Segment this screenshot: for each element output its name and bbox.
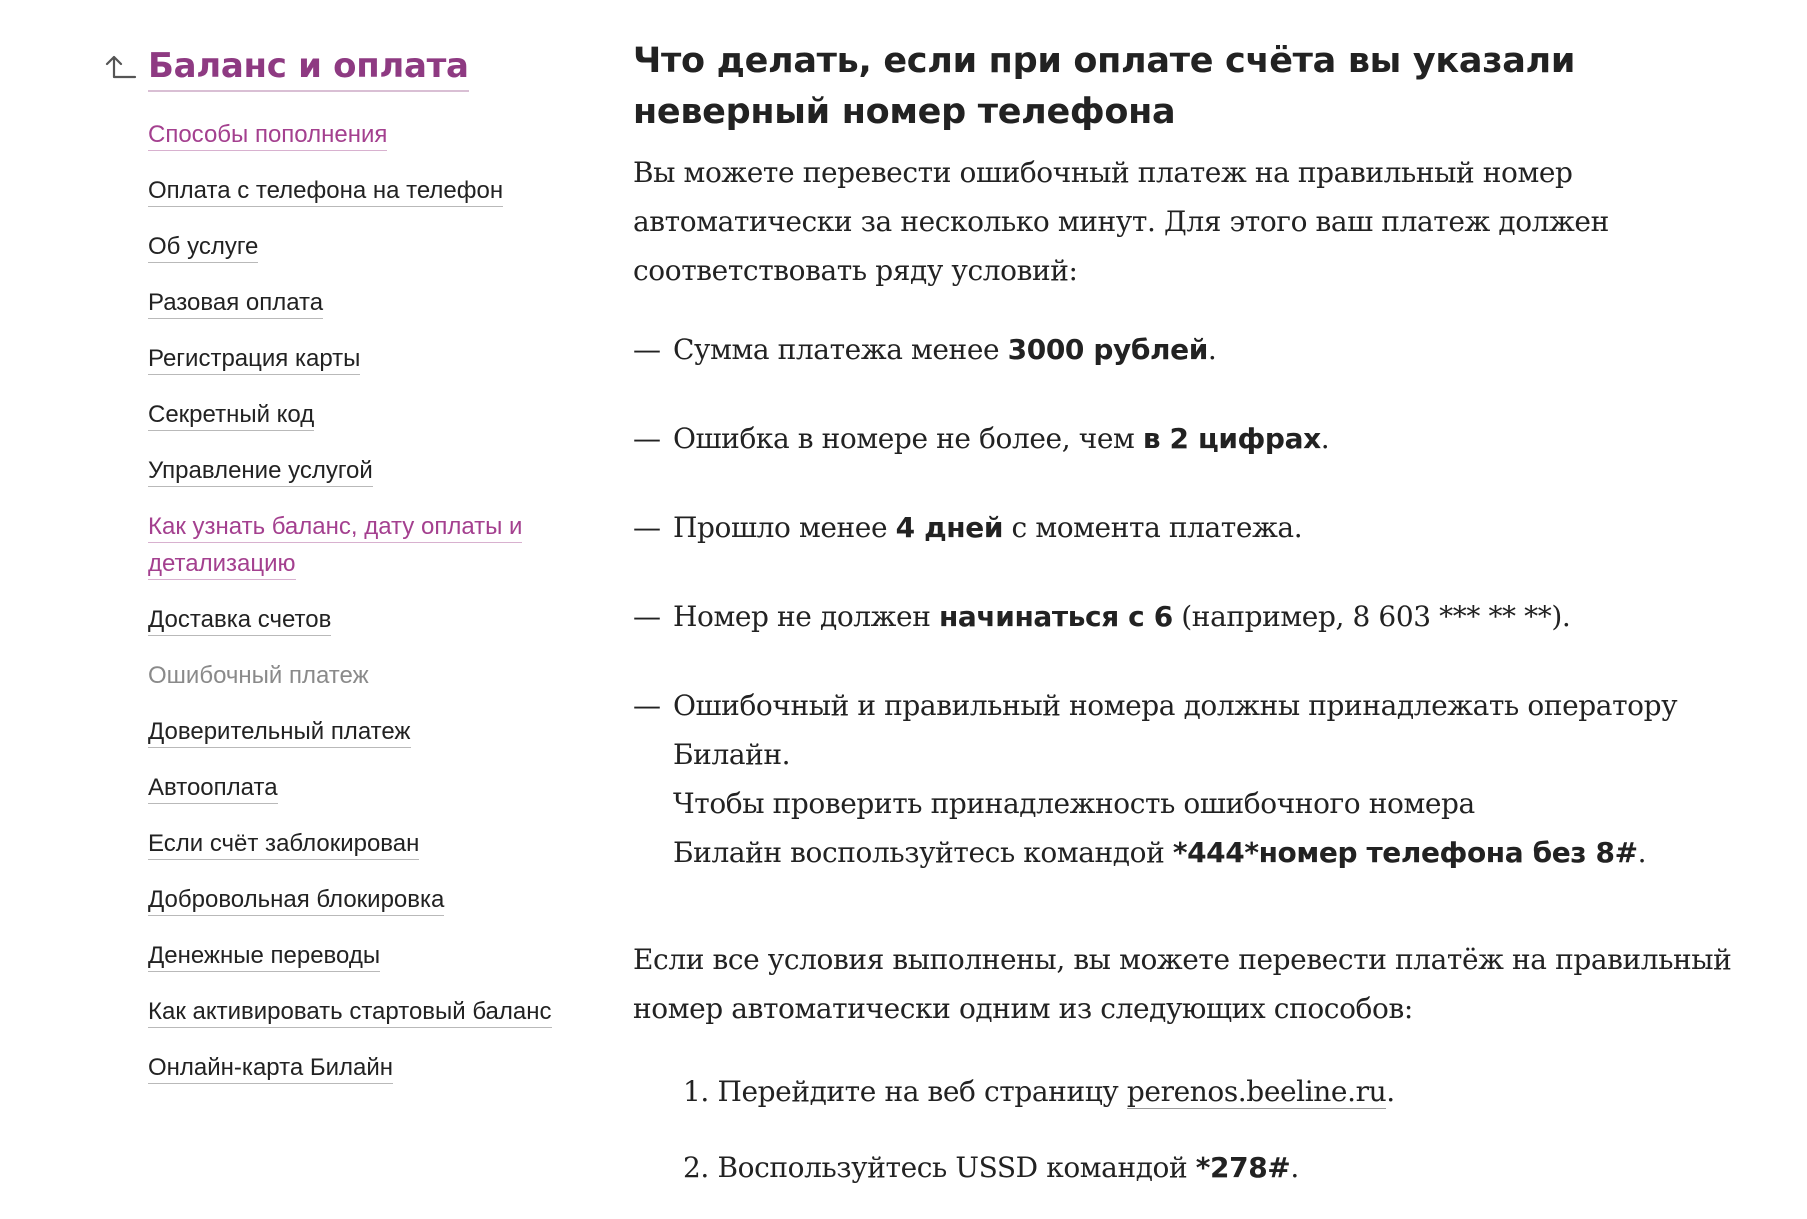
perenos-link[interactable]: perenos.beeline.ru [1126,1075,1387,1108]
method-item [683,1067,1743,1116]
condition-highlight: начинаться с 6 [938,600,1173,633]
conditions-list [633,325,1743,877]
sidebar-item-service-management [148,452,618,489]
sidebar-item-money-transfers [148,937,618,974]
sidebar-item-autopayment [148,769,618,806]
sidebar-link-bill-delivery[interactable]: Доставка счетов [148,606,331,636]
ussd-transfer-command: *278# [1195,1151,1291,1184]
condition-item [633,325,1743,374]
sidebar-item-starter-balance [148,993,618,1030]
methods-list [633,1067,1743,1192]
condition-item-operator [633,681,1743,877]
dash-bullet: — [633,600,661,633]
sidebar-current-wrong-payment: Ошибочный платеж [148,662,369,689]
sidebar-link-starter-balance[interactable]: Как активировать стартовый баланс [148,998,552,1028]
method-text: Перейдите на веб страницу [717,1075,1127,1108]
condition-text-command [673,828,1743,877]
sidebar-link-top-up-methods[interactable]: Способы пополнения [148,121,387,151]
sidebar-item-online-card [148,1049,618,1086]
sidebar-item-bill-delivery [148,601,618,638]
method-item [683,1143,1743,1192]
dash-bullet: — [633,511,661,544]
condition-text: Сумма платежа менее [673,333,1008,366]
condition-item [633,414,1743,463]
sidebar-item-voluntary-block [148,881,618,918]
dash-bullet: — [633,422,661,455]
section-title-link[interactable]: Баланс и оплата [148,42,469,92]
sidebar-item-secret-code [148,396,618,433]
sidebar-link-card-registration[interactable]: Регистрация карты [148,345,360,375]
condition-text: (например, 8 603 *** ** **). [1172,600,1571,633]
condition-text: . [1637,836,1647,869]
condition-item [633,592,1743,641]
sidebar-link-service-management[interactable]: Управление услугой [148,457,373,487]
method-text: Воспользуйтесь USSD командой [717,1151,1196,1184]
condition-text: Номер не должен [673,600,939,633]
sidebar-link-balance-info[interactable]: Как узнать баланс, дату оплаты и детализацию [148,513,522,580]
sidebar-link-voluntary-block[interactable]: Добровольная блокировка [148,886,444,916]
condition-highlight: 3000 рублей [1007,333,1208,366]
sidebar-link-autopayment[interactable]: Автооплата [148,774,278,804]
condition-highlight: 4 дней [895,511,1004,544]
sidebar-item-top-up-methods [148,116,618,153]
article [633,36,1743,1219]
method-text: . [1386,1075,1395,1108]
sidebar-item-wrong-payment [148,657,618,694]
sidebar-link-money-transfers[interactable]: Денежные переводы [148,942,380,972]
sidebar-link-secret-code[interactable]: Секретный код [148,401,314,431]
sidebar-item-phone-to-phone [148,172,618,209]
sidebar-header [103,42,603,92]
sidebar-link-phone-to-phone[interactable]: Оплата с телефона на телефон [148,177,503,207]
method-number: 1. [683,1075,709,1108]
sidebar-item-card-registration [148,340,618,377]
condition-item [633,503,1743,552]
condition-text: . [1207,333,1217,366]
sidebar [103,42,603,1081]
sidebar-link-about-service[interactable]: Об услуге [148,233,258,263]
condition-text: . [1320,422,1330,455]
condition-text: Ошибка в номере не более, чем [673,422,1143,455]
dash-bullet: — [633,333,661,366]
condition-highlight: в 2 цифрах [1142,422,1321,455]
sidebar-item-account-blocked [148,825,618,862]
method-text: . [1290,1151,1299,1184]
condition-text: с момента платежа. [1003,511,1303,544]
ussd-check-command: *444*номер телефона без 8# [1172,836,1638,869]
sidebar-link-online-card[interactable]: Онлайн-карта Билайн [148,1054,393,1084]
dash-bullet: — [633,689,661,722]
sidebar-item-balance-info [148,508,618,582]
sidebar-item-trust-payment [148,713,618,750]
return-arrow-icon[interactable] [103,52,137,86]
sidebar-nav-list [148,116,618,1105]
article-outro: Если все условия выполнены, вы можете перевести платёж на правильный номер автоматически одним из следующих способов: [633,943,1732,1025]
article-intro: Вы можете перевести ошибочный платеж на правильный номер автоматически за несколько минут. Для этого ваш платеж должен соответствовать ряду условий: [633,156,1609,287]
article-title: Что делать, если при оплате счёта вы указали неверный номер телефона [633,41,1576,132]
method-number: 2. [683,1151,709,1184]
sidebar-link-trust-payment[interactable]: Доверительный платеж [148,718,411,748]
condition-text: Чтобы проверить принадлежность ошибочного номера [673,787,1475,820]
sidebar-item-about-service [148,228,618,265]
condition-text: Билайн воспользуйтесь командой [673,836,1173,869]
condition-text: Ошибочный и правильный номера должны принадлежать оператору Билайн. [673,689,1678,771]
sidebar-link-account-blocked[interactable]: Если счёт заблокирован [148,830,419,860]
condition-text: Прошло менее [673,511,896,544]
sidebar-item-one-time-payment [148,284,618,321]
sidebar-link-one-time-payment[interactable]: Разовая оплата [148,289,323,319]
